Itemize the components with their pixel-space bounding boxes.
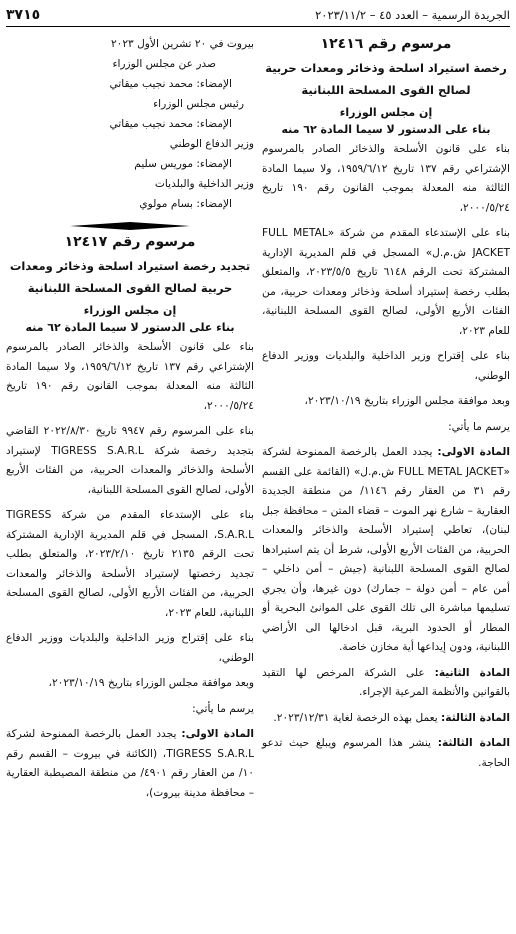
paragraph: بناء على الإستدعاء المقدم من شركة TIGRESS S.A.R.L، المسجل في قلم المديرية الإدارية المشتركة تحت الرقم ٢١٣٥ تاريخ ٢٠٢٣/٢/١٠، والمتعلق بطلب تجديد رخصتها لإستيراد الأسلحة والذخائر والمعدات الحربية، من الفئات الأربع الأولى، لصالح القوى المسلحة اللبنانية، للعام ٢٠٢٣،	[6, 509, 254, 619]
paragraph: وبعد موافقة مجلس الوزراء بتاريخ ٢٠٢٣/١٠/١٩،	[48, 677, 254, 689]
article-text: يعمل بهذه الرخصة لغاية ٢٠٢٣/١٢/٣١.	[273, 711, 438, 724]
decree-subtitle: تجديد رخصة استيراد اسلحة وذخائر ومعدات حربية لصالح القوى المسلحة اللبنانية	[9, 259, 251, 295]
article-3	[262, 709, 510, 729]
right-column	[262, 34, 510, 779]
signatory-title: رئيس مجلس الوزراء	[153, 98, 244, 110]
council-heading: إن مجلس الوزراء	[339, 106, 433, 119]
article-text: ينشر هذا المرسوم ويبلغ حيث تدعو الحاجة.	[262, 737, 510, 769]
signature: الإمضاء: محمد نجيب ميقاتي	[109, 78, 232, 90]
paragraph: بناء على الإستدعاء المقدم من شركة «FULL METAL JACKET ش.م.ل» المسجل في قلم المديرية الإدارية المشتركة تحت الرقم ٦١٤٨ تاريخ ٢٠٢٣/٥/٥، والمتعلق بطلب رخصة إستيراد أسلحة وذخائر ومعدات حربية، من الفئات الأربع الأولى، لصالح القوى المسلحة اللبنانية، للعام ٢٠٢٣،	[262, 227, 510, 337]
article-text: على الشركة المرخص لها التقيد بالقوانين والأنظمة المرعية الإجراء.	[262, 666, 510, 698]
constitution-basis: بناء على الدستور لا سيما المادة ٦٢ منه	[281, 123, 491, 136]
paragraph: بناء على قانون الأسلحة والذخائر الصادر بالمرسوم الإشتراعي رقم ١٣٧ تاريخ ١٩٥٩/٦/١٢، ولا سيما المادة الثالثة منه المعدلة بموجب القانون رقم ١٩٠ تاريخ ٢٠٠٠/٥/٢٤،	[6, 341, 254, 412]
article-text: يجدد العمل بالرخصة الممنوحة لشركة «FULL METAL JACKET ش.م.ل» (القائمة على القسم رقم ٣١ من العقار رقم ١١٤٦/ من منطقة الجديدة العقارية – شارع نهر الموت – قضاء المتن – محافظة جبل لبنان)، تعاطي إستيراد الأسلحة والذخائر والمعدات الحربية، من الفئات الأربع الأولى، شرط أن يتم استيرادها لصالح القوى المسلحة اللبنانية (جيش – أمن داخلي – أمن عام – أمن دولة – جمارك) دون غيرها، وأن يجري تسليمها مباشرة الى تلك القوى على الموانئ البحرية أو المطار أو الحدود البرية، قبل ادخالها الى الأراضي اللبنانية، ودون إيداعها أية مخازن خاصة.	[262, 446, 510, 653]
decree-title: مرسوم رقم ١٢٤١٧	[64, 234, 196, 250]
constitution-basis: بناء على الدستور لا سيما المادة ٦٢ منه	[25, 321, 235, 334]
article-4	[262, 734, 510, 773]
decrees-heading: يرسم ما يأتي:	[192, 702, 254, 715]
issued-by: صدر عن مجلس الوزراء	[112, 58, 216, 70]
signature: الإمضاء: بسام مولوي	[139, 198, 232, 210]
paragraph: بناء على قانون الأسلحة والذخائر الصادر بالمرسوم الإشتراعي رقم ١٣٧ تاريخ ١٩٥٩/٦/١٢، ولا سيما المادة الثالثة منه المعدلة بموجب القانون رقم ١٩٠ تاريخ ٢٠٠٠/٥/٢٤،	[262, 143, 510, 214]
gazette-title: الجريدة الرسمية – العدد ٤٥ – ٢٠٢٣/١١/٢	[315, 8, 510, 22]
signatory-title: وزير الداخلية والبلديات	[154, 178, 254, 190]
council-heading: إن مجلس الوزراء	[83, 304, 177, 317]
left-column	[6, 34, 254, 809]
decree-title: مرسوم رقم ١٢٤١٦	[320, 36, 452, 52]
paragraph: بناء على المرسوم رقم ٩٩٤٧ تاريخ ٢٠٢٢/٨/٣٠ القاضي بتجديد رخصة شركة TIGRESS S.A.R.L لإستيراد الأسلحة والذخائر والمعدات الحربية، من الفئات الأربع الأولى، لصالح القوى المسلحة اللبنانية،	[6, 425, 254, 496]
paragraph: وبعد موافقة مجلس الوزراء بتاريخ ٢٠٢٣/١٠/١٩،	[304, 395, 510, 407]
article-1	[6, 725, 254, 803]
article-label: المادة الاولى:	[437, 446, 510, 458]
article-label: المادة الثالثة:	[441, 711, 510, 724]
article-label: المادة الاولى:	[181, 728, 254, 740]
place-date: بيروت في ٢٠ تشرين الأول ٢٠٢٣	[110, 38, 254, 50]
article-1	[262, 443, 510, 658]
signature: الإمضاء: محمد نجيب ميقاتي	[109, 118, 232, 130]
signature: الإمضاء: موريس سليم	[134, 158, 232, 170]
paragraph: بناء على إقتراح وزير الداخلية والبلديات ووزير الدفاع الوطني،	[6, 632, 254, 664]
section-divider	[70, 220, 190, 232]
article-text: يجدد العمل بالرخصة الممنوحة لشركة TIGRESS S.A.R.L، (الكائنة في بيروت – القسم رقم ١٠/ من العقار رقم ٤٩٠١/ من منطقة المصيطبة العقارية – محافظة مدينة بيروت)،	[6, 728, 254, 799]
article-label: المادة الثالثة:	[437, 737, 510, 749]
signatory-title: وزير الدفاع الوطني	[169, 138, 254, 150]
page-header	[6, 4, 510, 27]
paragraph: بناء على إقتراح وزير الداخلية والبلديات ووزير الدفاع الوطني،	[262, 350, 510, 382]
page-number: ٣٧١٥	[6, 7, 41, 23]
article-2	[262, 664, 510, 703]
decree-subtitle: رخصة استيراد اسلحة وذخائر ومعدات حربية لصالح القوى المسلحة اللبنانية	[265, 61, 507, 97]
article-label: المادة الثانية:	[434, 666, 510, 679]
decrees-heading: يرسم ما يأتي:	[448, 420, 510, 433]
